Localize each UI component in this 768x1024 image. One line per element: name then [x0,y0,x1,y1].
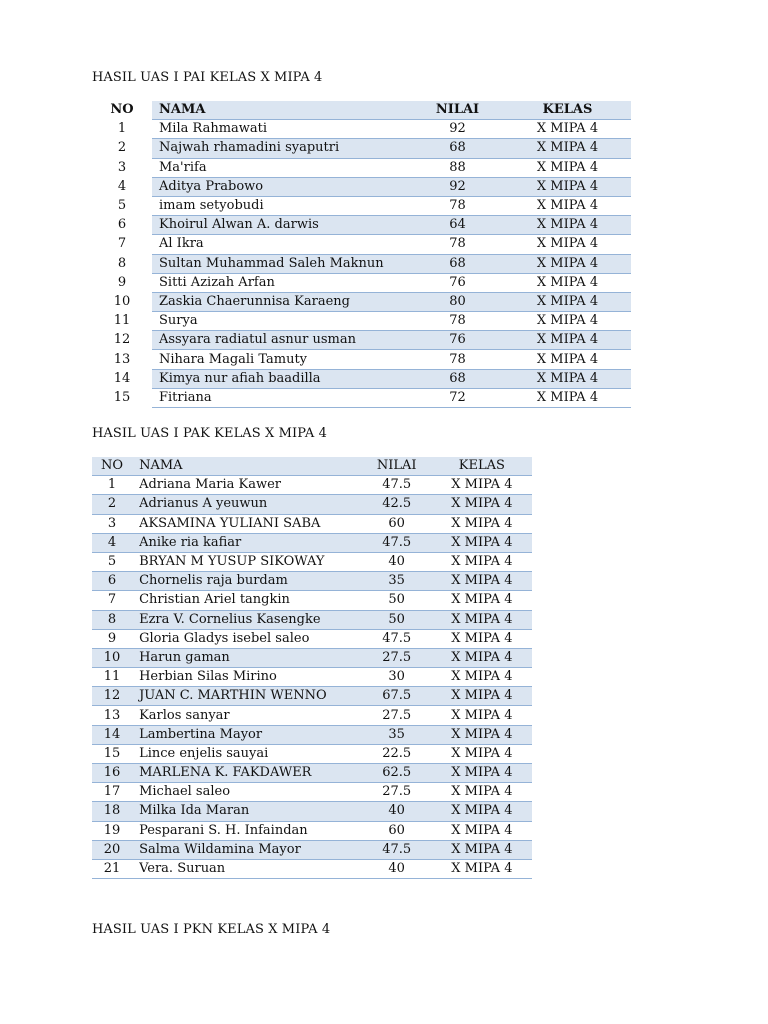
table-row [92,120,631,139]
pai-header-nama: NAMA [152,101,411,120]
cell-nama: Aditya Prabowo [152,177,411,196]
cell-no: 7 [92,591,132,610]
table-row [92,514,532,533]
cell-nilai: 80 [411,292,504,311]
cell-nama: Salma Wildamina Mayor [132,840,362,859]
cell-nilai: 40 [362,552,432,571]
cell-kelas: X MIPA 4 [432,783,532,802]
table-row [92,495,532,514]
cell-nilai: 40 [362,802,432,821]
table-row [92,254,631,273]
cell-kelas: X MIPA 4 [432,552,532,571]
table-row [92,840,532,859]
cell-nilai: 47.5 [362,629,432,648]
table-row [92,687,532,706]
cell-nilai: 92 [411,120,504,139]
cell-no: 12 [92,687,132,706]
cell-nama: Michael saleo [132,783,362,802]
cell-nilai: 68 [411,254,504,273]
cell-no: 2 [92,495,132,514]
pak-table-body [92,476,532,879]
cell-nilai: 27.5 [362,706,432,725]
cell-no: 4 [117,178,127,194]
table-row [92,668,532,687]
table-row [92,629,532,648]
cell-kelas: X MIPA 4 [432,840,532,859]
cell-nilai: 68 [411,139,504,158]
cell-nama: Pesparani S. H. Infaindan [132,821,362,840]
cell-no: 11 [92,668,132,687]
cell-no: 3 [92,514,132,533]
cell-no: 15 [92,744,132,763]
cell-nilai: 27.5 [362,783,432,802]
cell-nilai: 60 [362,821,432,840]
table-row [92,312,631,331]
cell-nama: Ma'rifa [152,158,411,177]
cell-kelas: X MIPA 4 [432,533,532,552]
pak-score-table [92,457,532,879]
cell-nilai: 27.5 [362,648,432,667]
table-row [92,859,532,878]
cell-nama: Gloria Gladys isebel saleo [132,629,362,648]
cell-nama: AKSAMINA YULIANI SABA [132,514,362,533]
cell-nama: Adrianus A yeuwun [132,495,362,514]
cell-no: 21 [92,859,132,878]
cell-no: 13 [113,351,131,367]
cell-kelas: X MIPA 4 [432,610,532,629]
cell-nama: Khoirul Alwan A. darwis [152,216,411,235]
cell-nama: Nihara Magali Tamuty [152,350,411,369]
table-row [92,764,532,783]
cell-no: 5 [117,198,127,214]
table-row [92,216,631,235]
cell-no: 1 [92,476,132,495]
cell-nama: Chornelis raja burdam [132,572,362,591]
cell-nama: Surya [152,312,411,331]
table-row [92,744,532,763]
cell-kelas: X MIPA 4 [432,629,532,648]
pak-header-nama: NAMA [132,457,362,476]
cell-kelas: X MIPA 4 [432,706,532,725]
cell-no: 20 [92,840,132,859]
cell-no: 16 [92,764,132,783]
cell-nilai: 50 [362,610,432,629]
cell-kelas: X MIPA 4 [504,292,631,311]
table-row [92,552,532,571]
cell-kelas: X MIPA 4 [504,388,631,407]
cell-kelas: X MIPA 4 [504,273,631,292]
cell-nilai: 78 [411,312,504,331]
cell-kelas: X MIPA 4 [504,216,631,235]
cell-nama: Al Ikra [152,235,411,254]
table-row [92,292,631,311]
cell-nilai: 35 [362,572,432,591]
cell-kelas: X MIPA 4 [432,648,532,667]
cell-no: 10 [92,648,132,667]
cell-kelas: X MIPA 4 [504,350,631,369]
cell-kelas: X MIPA 4 [432,572,532,591]
cell-nama: Anike ria kafiar [132,533,362,552]
cell-nama: Zaskia Chaerunnisa Karaeng [152,292,411,311]
cell-nilai: 72 [411,388,504,407]
cell-no: 11 [113,313,131,329]
cell-kelas: X MIPA 4 [504,235,631,254]
cell-no: 6 [92,572,132,591]
cell-nilai: 42.5 [362,495,432,514]
table-row [92,648,532,667]
cell-no: 2 [117,140,127,156]
cell-nama: BRYAN M YUSUP SIKOWAY [132,552,362,571]
table-row [92,235,631,254]
cell-kelas: X MIPA 4 [504,254,631,273]
cell-no: 8 [92,610,132,629]
cell-no: 5 [92,552,132,571]
cell-kelas: X MIPA 4 [504,158,631,177]
pak-header-nilai: NILAI [362,457,432,476]
cell-nilai: 78 [411,196,504,215]
cell-nama: Vera. Suruan [132,859,362,878]
cell-no: 9 [92,629,132,648]
table-row [92,177,631,196]
cell-nama: MARLENA K. FAKDAWER [132,764,362,783]
pai-header-no: NO [92,101,152,120]
cell-nama: Ezra V. Cornelius Kasengke [132,610,362,629]
pak-header-no: NO [92,457,132,476]
cell-nilai: 67.5 [362,687,432,706]
cell-no: 7 [117,236,127,252]
table-row [92,783,532,802]
table-row [92,610,532,629]
cell-kelas: X MIPA 4 [432,591,532,610]
cell-nilai: 47.5 [362,476,432,495]
cell-nama: Herbian Silas Mirino [132,668,362,687]
cell-kelas: X MIPA 4 [432,802,532,821]
pai-table-header [92,101,631,120]
cell-no: 4 [92,533,132,552]
cell-nilai: 68 [411,369,504,388]
pai-section-title: HASIL UAS I PAI KELAS X MIPA 4 [92,70,323,85]
table-row [92,331,631,350]
cell-no: 19 [92,821,132,840]
cell-nama: Kimya nur afiah baadilla [152,369,411,388]
table-row [92,533,532,552]
cell-nama: Mila Rahmawati [152,120,411,139]
pai-table-body [92,120,631,408]
cell-kelas: X MIPA 4 [504,177,631,196]
table-row [92,706,532,725]
cell-no: 6 [117,217,127,233]
cell-kelas: X MIPA 4 [504,196,631,215]
cell-nilai: 78 [411,235,504,254]
cell-kelas: X MIPA 4 [432,744,532,763]
table-row [92,476,532,495]
cell-nama: Najwah rhamadini syaputri [152,139,411,158]
table-row [92,802,532,821]
pkn-section-title: HASIL UAS I PKN KELAS X MIPA 4 [92,922,331,937]
cell-kelas: X MIPA 4 [432,764,532,783]
table-row [92,821,532,840]
pai-header-kelas: KELAS [504,101,631,120]
cell-kelas: X MIPA 4 [432,725,532,744]
cell-nilai: 78 [411,350,504,369]
cell-nama: Assyara radiatul asnur usman [152,331,411,350]
table-row [92,196,631,215]
cell-no: 18 [92,802,132,821]
table-row [92,139,631,158]
cell-nilai: 76 [411,273,504,292]
cell-kelas: X MIPA 4 [432,687,532,706]
cell-kelas: X MIPA 4 [432,668,532,687]
cell-nama: Milka Ida Maran [132,802,362,821]
cell-nilai: 62.5 [362,764,432,783]
cell-nilai: 35 [362,725,432,744]
table-row [92,273,631,292]
cell-no: 1 [117,121,127,137]
pak-table-header [92,457,532,476]
cell-no: 15 [113,389,131,405]
cell-no: 13 [92,706,132,725]
cell-no: 8 [117,255,127,271]
cell-nama: Sultan Muhammad Saleh Maknun [152,254,411,273]
cell-nilai: 60 [362,514,432,533]
cell-nama: imam setyobudi [152,196,411,215]
cell-nilai: 76 [411,331,504,350]
cell-no: 12 [113,332,131,348]
table-row [92,388,631,407]
cell-nilai: 50 [362,591,432,610]
table-row [92,158,631,177]
cell-nilai: 88 [411,158,504,177]
cell-nilai: 22.5 [362,744,432,763]
table-row [92,350,631,369]
cell-nama: Adriana Maria Kawer [132,476,362,495]
cell-kelas: X MIPA 4 [504,120,631,139]
cell-kelas: X MIPA 4 [504,139,631,158]
cell-kelas: X MIPA 4 [504,369,631,388]
cell-kelas: X MIPA 4 [432,821,532,840]
cell-nilai: 47.5 [362,533,432,552]
cell-nilai: 92 [411,177,504,196]
cell-nilai: 64 [411,216,504,235]
pak-section-title: HASIL UAS I PAK KELAS X MIPA 4 [92,426,328,441]
cell-nilai: 40 [362,859,432,878]
cell-nama: Karlos sanyar [132,706,362,725]
table-row [92,591,532,610]
table-row [92,572,532,591]
pai-header-nilai: NILAI [411,101,504,120]
pak-header-kelas: KELAS [432,457,532,476]
cell-nama: Christian Ariel tangkin [132,591,362,610]
cell-kelas: X MIPA 4 [432,495,532,514]
cell-kelas: X MIPA 4 [432,514,532,533]
cell-nilai: 30 [362,668,432,687]
cell-kelas: X MIPA 4 [432,859,532,878]
pai-score-table [92,101,631,408]
cell-nama: Harun gaman [132,648,362,667]
cell-no: 17 [92,783,132,802]
cell-no: 9 [117,274,127,290]
cell-nama: Lambertina Mayor [132,725,362,744]
cell-nama: Lince enjelis sauyai [132,744,362,763]
cell-kelas: X MIPA 4 [504,331,631,350]
table-row [92,725,532,744]
cell-kelas: X MIPA 4 [432,476,532,495]
cell-nama: Sitti Azizah Arfan [152,273,411,292]
table-row [92,369,631,388]
cell-no: 14 [113,370,131,386]
cell-nama: Fitriana [152,388,411,407]
cell-no: 10 [113,293,131,309]
cell-nama: JUAN C. MARTHIN WENNO [132,687,362,706]
cell-kelas: X MIPA 4 [504,312,631,331]
cell-nilai: 47.5 [362,840,432,859]
cell-no: 14 [92,725,132,744]
cell-no: 3 [117,159,127,175]
